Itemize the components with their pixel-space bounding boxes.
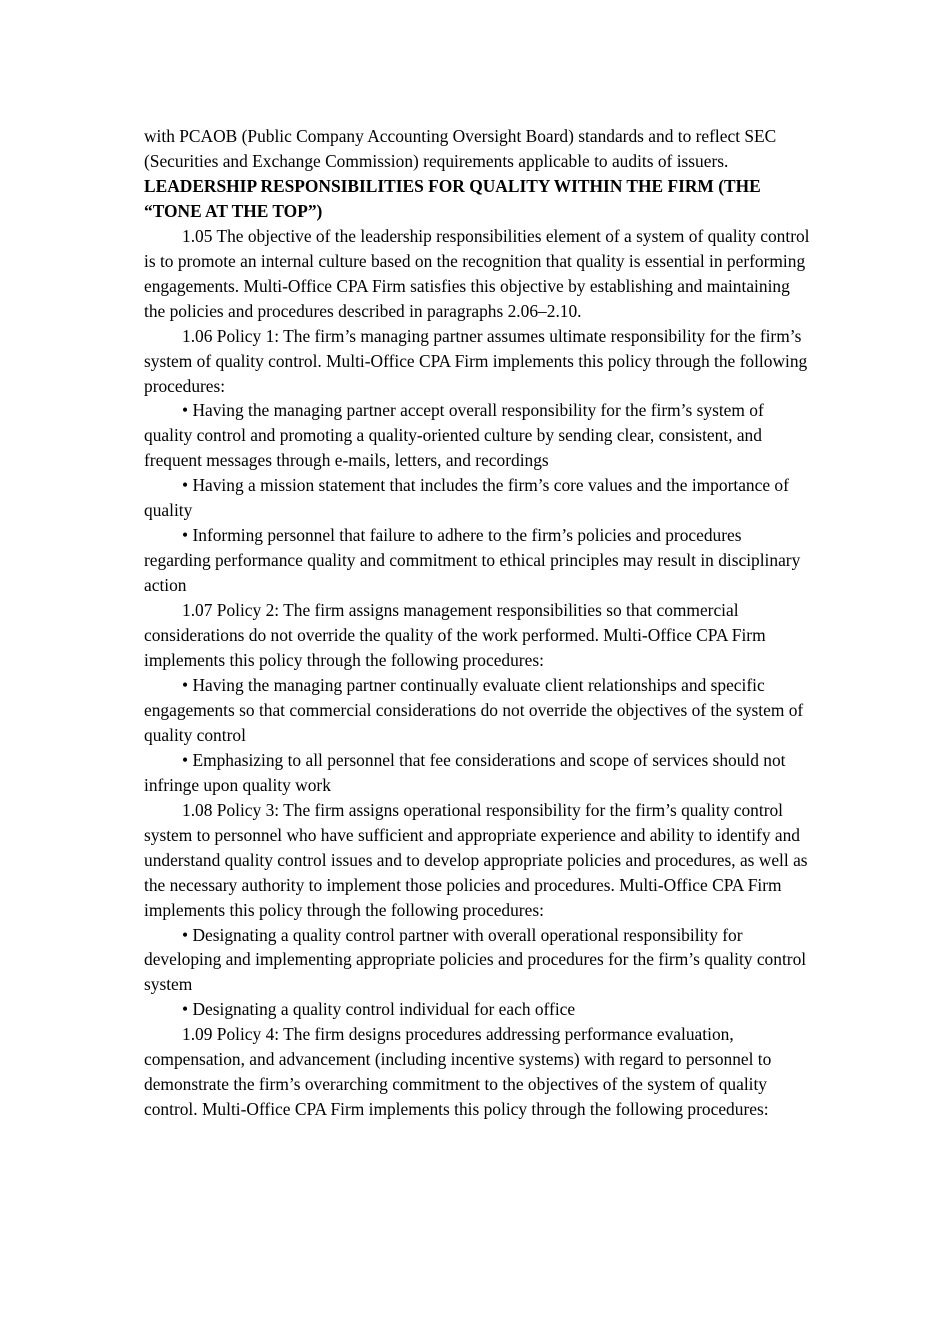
bullet-icon: • (182, 749, 189, 770)
bullet-text: Emphasizing to all personnel that fee considerations and scope of services should not infringe upon quality work (144, 749, 786, 795)
bullet-item (144, 748, 810, 798)
paragraph-1-08: 1.08 Policy 3: The firm assigns operational responsibility for the firm’s quality control system to personnel who have sufficient and appropriate experience and ability to identify and understand quality control issues and to develop appropriate policies and procedures, as well as the necessary authority to implement those policies and procedures. Multi-Office CPA Firm implements this policy through the following procedures: (144, 799, 808, 920)
bullet-item (144, 997, 810, 1022)
bullet-item (144, 523, 810, 598)
bullet-text: Having the managing partner continually evaluate client relationships and specific engagements so that commercial considerations do not override the objectives of the system of quality control (144, 674, 804, 745)
bullet-icon: • (182, 674, 189, 695)
bullet-item (144, 673, 810, 748)
document-page (144, 124, 810, 1122)
bullet-text: Designating a quality control partner with overall operational responsibility for developing and implementing appropriate policies and procedures for the firm’s quality control system (144, 924, 807, 995)
paragraph-1-09: 1.09 Policy 4: The firm designs procedures addressing performance evaluation, compensation, and advancement (including incentive systems) with regard to personnel to demonstrate the firm’s overarching commitment to the objectives of the system of quality control. Multi-Office CPA Firm implements this policy through the following procedures: (144, 1024, 772, 1120)
bullet-icon: • (182, 475, 189, 496)
bullet-icon: • (182, 999, 189, 1020)
bullet-item (144, 398, 810, 473)
bullet-text: Informing personnel that failure to adhere to the firm’s policies and procedures regarding performance quality and commitment to ethical principles may result in disciplinary action (144, 525, 801, 596)
paragraph-1-06: 1.06 Policy 1: The firm’s managing partner assumes ultimate responsibility for the firm’s system of quality control. Multi-Office CPA Firm implements this policy through the following procedures: (144, 325, 808, 396)
paragraph-1-05: 1.05 The objective of the leadership responsibilities element of a system of quality control is to promote an internal culture based on the recognition that quality is essential in performing engagements. Multi-Office CPA Firm satisfies this objective by establishing and maintaining the policies and procedures described in paragraphs 2.06–2.10. (144, 225, 810, 321)
bullet-icon: • (182, 525, 189, 546)
intro-continuation: with PCAOB (Public Company Accounting Oversight Board) standards and to reflect SEC (Securities and Exchange Commission) requirements applicable to audits of issuers. (144, 126, 777, 171)
paragraph-1-07: 1.07 Policy 2: The firm assigns management responsibilities so that commercial considerations do not override the quality of the work performed. Multi-Office CPA Firm implements this policy through the following procedures: (144, 600, 766, 671)
bullet-text: Designating a quality control individual for each office (192, 999, 576, 1020)
bullet-text: Having a mission statement that includes the firm’s core values and the importance of quality (144, 475, 789, 521)
bullet-item (144, 923, 810, 998)
bullet-text: Having the managing partner accept overall responsibility for the firm’s system of quality control and promoting a quality-oriented culture by sending clear, consistent, and frequent messages through e-mails, letters, and recordings (144, 400, 764, 471)
bullet-item (144, 473, 810, 523)
bullet-icon: • (182, 400, 189, 421)
section-heading: LEADERSHIP RESPONSIBILITIES FOR QUALITY WITHIN THE FIRM (THE “TONE AT THE TOP”) (144, 175, 761, 221)
bullet-icon: • (182, 924, 189, 945)
